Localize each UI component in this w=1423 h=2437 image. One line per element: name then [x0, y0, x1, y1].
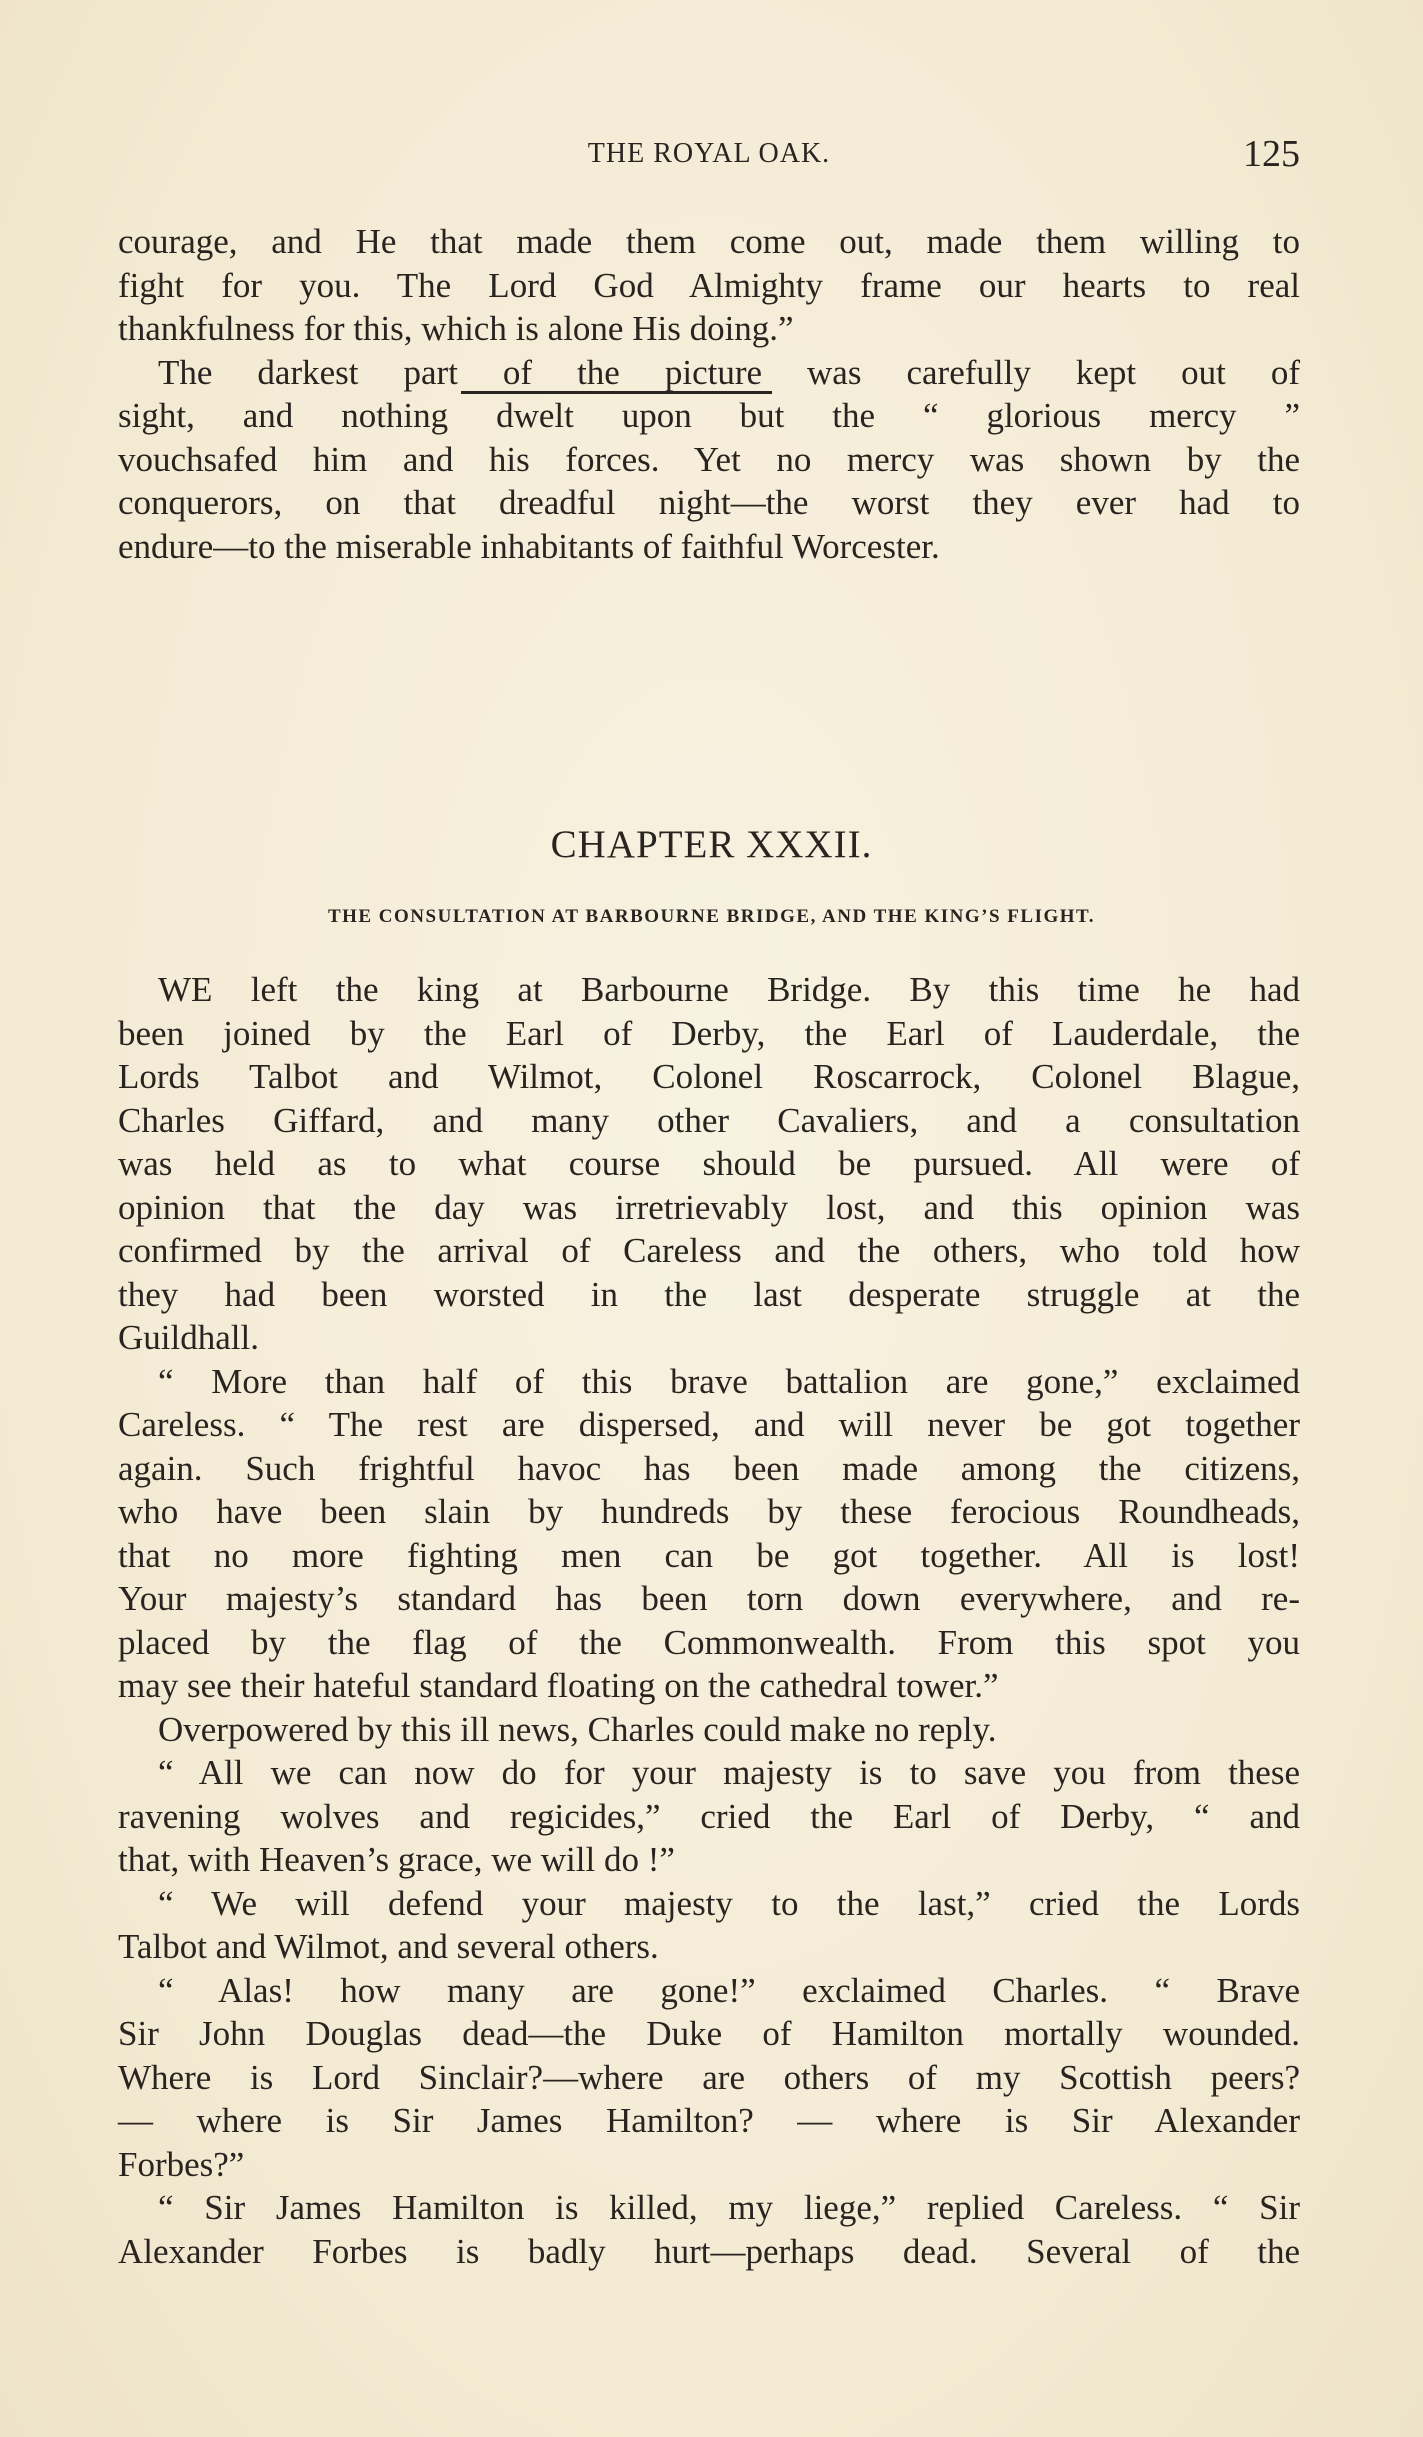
text-line: courage, and He that made them come out, made them willing to [118, 222, 1300, 261]
text-line: that no more fighting men can be got together. All is lost! [118, 1535, 1300, 1575]
text-line: “ More than half of this brave battalion are gone,” exclaimed [158, 1361, 1300, 1401]
text-line: that, with Heaven’s grace, we will do !” [118, 1840, 675, 1879]
text-line: “ All we can now do for your majesty is to save you from these [158, 1753, 1300, 1792]
text-line: they had been worsted in the last desperate struggle at the [118, 1274, 1300, 1314]
text-line: Where is Lord Sinclair?—where are others of my Scottish peers? [118, 2057, 1300, 2097]
text-line: may see their hateful standard floating on the cathedral tower.” [118, 1666, 999, 1705]
text-line: The darkest part of the picture was carefully kept out of [158, 352, 1300, 392]
text-line: confirmed by the arrival of Careless and the others, who told how [118, 1231, 1300, 1270]
text-line: placed by the flag of the Commonwealth. From this spot you [118, 1622, 1300, 1662]
section-divider [461, 391, 772, 394]
text-line: Careless. “ The rest are dispersed, and will never be got together [118, 1405, 1300, 1444]
text-line: Charles Giffard, and many other Cavaliers, and a consultation [118, 1100, 1300, 1140]
text-line: opinion that the day was irretrievably lost, and this opinion was [118, 1187, 1300, 1227]
text-line: Forbes?” [118, 2144, 245, 2184]
text-line: WE left the king at Barbourne Bridge. By this time he had [158, 970, 1300, 1009]
text-line: “ Alas! how many are gone!” exclaimed Charles. “ Brave [158, 1970, 1300, 2010]
running-title: THE ROYAL OAK. [587, 138, 831, 169]
text-line: Your majesty’s standard has been torn down everywhere, and re- [118, 1579, 1300, 1618]
text-line: Alexander Forbes is badly hurt—perhaps dead. Several of the [118, 2231, 1300, 2271]
text-line: again. Such frightful havoc has been made among the citizens, [118, 1448, 1300, 1488]
text-line: vouchsafed him and his forces. Yet no mercy was shown by the [118, 439, 1300, 479]
text-line: who have been slain by hundreds by these ferocious Roundheads, [118, 1492, 1300, 1531]
running-head [118, 133, 1300, 178]
text-line: Guildhall. [118, 1318, 259, 1357]
text-line: was held as to what course should be pursued. All were of [118, 1144, 1300, 1183]
text-line: “ Sir James Hamilton is killed, my liege,” replied Careless. “ Sir [158, 2188, 1300, 2227]
text-line: Overpowered by this ill news, Charles could make no reply. [158, 1709, 997, 1749]
chapter-subtitle: THE CONSULTATION AT BARBOURNE BRIDGE, AND THE KING’S FLIGHT. [327, 906, 1096, 927]
text-line: “ We will defend your majesty to the last,” cried the Lords [158, 1883, 1300, 1923]
text-line: conquerors, on that dreadful night—the worst they ever had to [118, 483, 1300, 522]
text-line: endure—to the miserable inhabitants of faithful Worcester. [118, 526, 940, 566]
text-line: ravening wolves and regicides,” cried the Earl of Derby, “ and [118, 1796, 1300, 1836]
text-line: been joined by the Earl of Derby, the Earl of Lauderdale, the [118, 1013, 1300, 1053]
text-line: Talbot and Wilmot, and several others. [118, 1927, 659, 1966]
page-number: 125 [1243, 133, 1300, 175]
text-line: thankfulness for this, which is alone His doing.” [118, 309, 794, 348]
text-line: Lords Talbot and Wilmot, Colonel Roscarrock, Colonel Blague, [118, 1057, 1300, 1096]
chapter-title: CHAPTER XXXII. [550, 823, 873, 866]
chapter-body [118, 968, 1300, 2273]
text-line: Sir John Douglas dead—the Duke of Hamilton mortally wounded. [118, 2014, 1300, 2053]
text-line: sight, and nothing dwelt upon but the “ glorious mercy ” [118, 396, 1300, 435]
top-paragraphs [118, 220, 1300, 568]
text-line: — where is Sir James Hamilton? — where is Sir Alexander [118, 2101, 1300, 2140]
text-line: fight for you. The Lord God Almighty frame our hearts to real [118, 265, 1300, 305]
